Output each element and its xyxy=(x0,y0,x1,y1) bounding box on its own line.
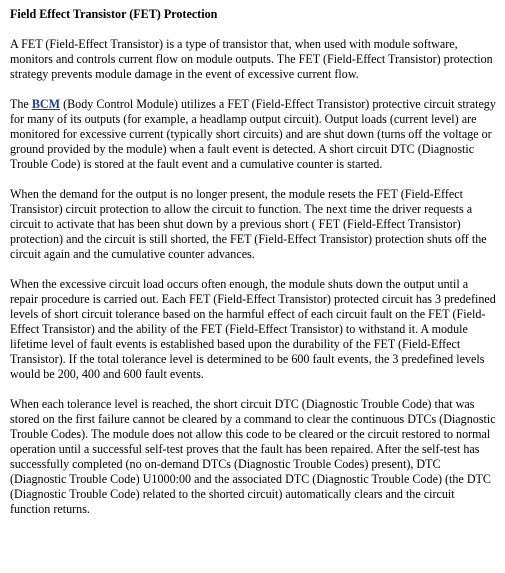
bcm-link[interactable]: BCM xyxy=(31,97,61,111)
paragraph-bcm-text: (Body Control Module) utilizes a FET (Field-Effect Transistor) protective circuit strategy for many of its outputs (for example, a headlamp output circuit). Output loads (current level) are monitored for excessive current (typically short circuits) and are shut down (turns off the voltage or ground provided by the module) when a fault event is detected. A short circuit DTC (Diagnostic Trouble Code) is stored at the fault event and a cumulative counter is started. xyxy=(10,97,496,171)
paragraph-tolerance-levels: When the excessive circuit load occurs often enough, the module shuts down the output until a repair procedure is carried out. Each FET (Field-Effect Transistor) protected circuit has 3 predefined levels of short circuit tolerance based on the harmful effect of each circuit fault on the FET (Field-Effect Transistor) and the ability of the FET (Field-Effect Transistor) to withstand it. A module lifetime level of fault events is established based upon the durability of the FET (Field-Effect Transistor). If the total tolerance level is determined to be 600 fault events, the 3 predefined levels would be 200, 400 and 600 fault events. xyxy=(10,277,496,381)
paragraph-reset-behavior: When the demand for the output is no longer present, the module resets the FET (Field-Effect Transistor) circuit protection to allow the circuit to function. The next time the driver requests a circuit to activate that has been shut down by a previous short ( FET (Field-Effect Transistor) protection) and the circuit is still shorted, the FET (Field-Effect Transistor) protection shuts off the circuit again and the cumulative counter advances. xyxy=(10,187,487,261)
paragraph-dtc-clearing: When each tolerance level is reached, the short circuit DTC (Diagnostic Trouble Code) that was stored on the first failure cannot be cleared by a command to clear the continuous DTCs (Diagnostic Trouble Codes). The module does not allow this code to be cleared or the circuit restored to normal operation until a successful self-test proves that the fault has been repaired. After the self-test has successfully completed (no on-demand DTCs (Diagnostic Trouble Codes) present), DTC (Diagnostic Trouble Code) U1000:00 and the associated DTC (Diagnostic Trouble Code) (the DTC (Diagnostic Trouble Code) related to the shorted circuit) automatically clears and the circuit function returns. xyxy=(10,397,496,516)
paragraph-fet-definition: A FET (Field-Effect Transistor) is a type of transistor that, when used with module software, monitors and controls current flow on module outputs. The FET (Field-Effect Transistor) protection strategy prevents module damage in the event of excessive current flow. xyxy=(10,37,493,81)
paragraph-bcm-strategy xyxy=(10,97,497,172)
page-title: Field Effect Transistor (FET) Protection xyxy=(10,7,218,21)
paragraph-bcm-prefix: The xyxy=(10,97,32,111)
